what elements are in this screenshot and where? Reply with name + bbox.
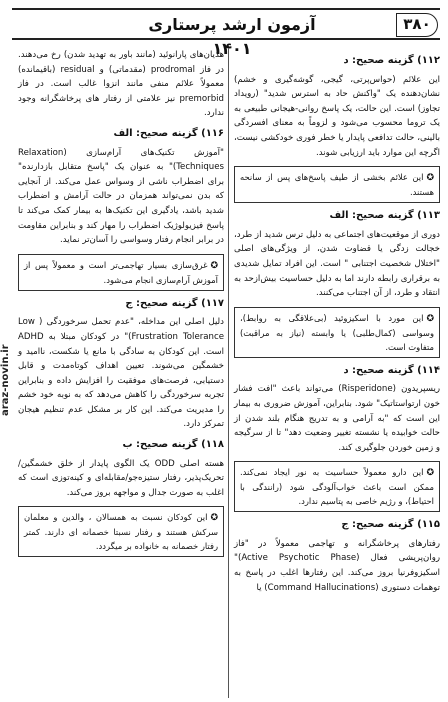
note-bullet-icon: ✪ bbox=[426, 468, 434, 479]
answer-118-note-text: این کودکان نسبت به همسالان ، والدین و معلمان سرکش هستند و رفتار نسبتا خصمانه ای دارند. کمتر رفتار خصمانه به خانواده بر میگردد. bbox=[24, 512, 218, 552]
answer-117-heading: ۱۱۷) گزینه صحیح: ج bbox=[125, 297, 224, 309]
website-watermark: araz-novin.ir bbox=[0, 344, 11, 416]
note-bullet-icon: ✪ bbox=[426, 173, 434, 184]
page-header bbox=[12, 8, 440, 58]
answer-113-note-text: این مورد با اسکیزوئید (بی‌علاقگی به روابط)، وسواسی (کمال‌طلبی) یا وابسته (نیاز به مراقبت) متفاوت است. bbox=[240, 312, 434, 352]
answer-115-continued-text: هذیان‌های پارانوئید (مانند باور به تهدید شدن) رخ می‌دهند. در فاز prodromal (مقدماتی) و residual (باقیمانده) معمولاً علائم منفی مانند انزوا غالب است. در فاز premorbid نیز علامتی از رفتار های پرخاشگرانه وجود ندارد. bbox=[18, 50, 224, 119]
answer-117-text: دلیل اصلی این مداخله، "عدم تحمل سرخوردگی ( Low Frustration Tolerance)" در کودکان مبتلا به ADHD است. این کودکان به سادگی با مانع یا شکست، ناامید و خشمگین می‌شوند. تعیین اهداف کوتاه‌مدت و قابل دستیابی، فرصت‌های موفقیت را افزایش داده و بنابراین تجربه سرخوردگی را کاهش می‌دهد که به نوبه خود خشم را مدیریت می‌کند. این کار بر مشکل عدم تنظیم هیجان تمرکز دارد. bbox=[18, 317, 224, 430]
answer-113-note bbox=[234, 307, 440, 358]
answer-112-heading: ۱۱۲) گزینه صحیح: د bbox=[343, 55, 440, 66]
page-number: ۳۸۰ bbox=[396, 13, 438, 37]
answer-118-note bbox=[18, 506, 224, 557]
answer-114-note bbox=[234, 461, 440, 512]
answer-115-text: رفتارهای پرخاشگرانه و تهاجمی معمولاً در "فاز روان‌پریشی فعال (Active Psychotic Phase)" اسکیزوفرنیا بروز می‌کند. این رفتارها اغلب در پاسخ به توهمات دستوری (Command Hallucinations) یا bbox=[234, 538, 440, 593]
left-column bbox=[18, 48, 224, 563]
book-title: آزمون ارشد پرستاری ۱۴۰۱ bbox=[148, 15, 316, 58]
column-divider bbox=[228, 48, 229, 698]
answer-116-note bbox=[18, 254, 224, 291]
answer-113-heading: ۱۱۳) گزینه صحیح: الف bbox=[329, 210, 440, 222]
answer-113-text: دوری از موقعیت‌های اجتماعی به دلیل ترس شدید از طرد، خجالت زدگی یا قضاوت شدن، از ویژگی‌های اصلی "اختلال شخصیت اجتنابی " است. این افراد تمایل شدیدی به برقراری رابطه دارند اما به دلیل حساسیت بیش‌ازحد به انتقاد و طرد، از آن اجتناب می‌کنند. bbox=[234, 229, 440, 299]
answer-116-heading: ۱۱۶) گزینه صحیح: الف bbox=[113, 127, 224, 139]
answer-112-text: این علائم (حواس‌پرتی، گیجی، گوشه‌گیری و خشم) نشان‌دهنده یک "واکنش حاد به استرس شدید" (رویداد تجاوز) است. این حالت، یک پاسخ روانی-هیجانی طبیعی به یک تروما محسوب می‌شود و لزوماً به معنای افسردگی بالینی، حالت تدافعی پایدار یا خطر فوری خودکشی نیست، اگرچه این موارد باید ارزیابی شوند. bbox=[234, 74, 440, 158]
note-bullet-icon: ✪ bbox=[210, 513, 218, 524]
answer-118-heading: ۱۱۸) گزینه صحیح: ب bbox=[122, 439, 224, 451]
note-bullet-icon: ✪ bbox=[426, 313, 434, 324]
answer-118-text: هسته اصلی ODD یک الگوی پایدار از خلق خشمگین/تحریک‌پذیر، رفتار ستیزه‌جو/مقابله‌ای و کینه‌توزی است که اغلب به صورت جدال و مواجهه بروز می‌کند. bbox=[18, 458, 224, 498]
answer-115-heading: ۱۱۵) گزینه صحیح: ج bbox=[341, 519, 440, 531]
answer-114-note-text: این دارو معمولاً حساسیت به نور ایجاد نمی‌کند. ممکن است باعث خواب‌آلودگی شود (رانندگی با احتیاط)، و رژیم خاصی به پتاسیم ندارد. bbox=[240, 467, 434, 507]
answer-116-note-text: غرق‌سازی بسیار تهاجمی‌تر است و معمولاً پس از آموزش آرام‌سازی انجام می‌شود. bbox=[24, 259, 218, 285]
answer-112-note-text: این علائم بخشی از طیف پاسخ‌های پس از سانحه هستند. bbox=[240, 172, 434, 198]
answer-114-heading: ۱۱۴) گزینه صحیح: د bbox=[343, 364, 440, 376]
note-bullet-icon: ✪ bbox=[210, 260, 218, 271]
right-column bbox=[234, 48, 440, 595]
answer-116-text: "آموزش تکنیک‌های آرام‌سازی (Relaxation Techniques)" به عنوان یک "پاسخ متقابل بازدارنده" برای اضطراب ناشی از وسواس عمل می‌کند. از آنجایی که بدن نمی‌تواند همزمان در حالت آرامش و اضطراب شدید باشد، یادگیری این تکنیک‌ها به بیمار کمک می‌کند تا پاسخ فیزیولوژیک اضطراب را مهار کند و بنابراین مقاومت در برابر انجام رفتار وسواسی را آسان‌تر نماید. bbox=[18, 147, 224, 246]
answer-112-note bbox=[234, 166, 440, 203]
answer-114-text: ریسپریدون (Risperidone) می‌تواند باعث "افت فشار خون ارتواستاتیک" شود. بنابراین، آموزش ضروری به بیمار این است که "به آرامی و به تدریج هنگام بلند شدن از حالت خوابیده یا نشسته تغییر وضعیت دهد" تا از سرگیجه و زمین خوردن جلوگیری کند. bbox=[234, 384, 440, 453]
